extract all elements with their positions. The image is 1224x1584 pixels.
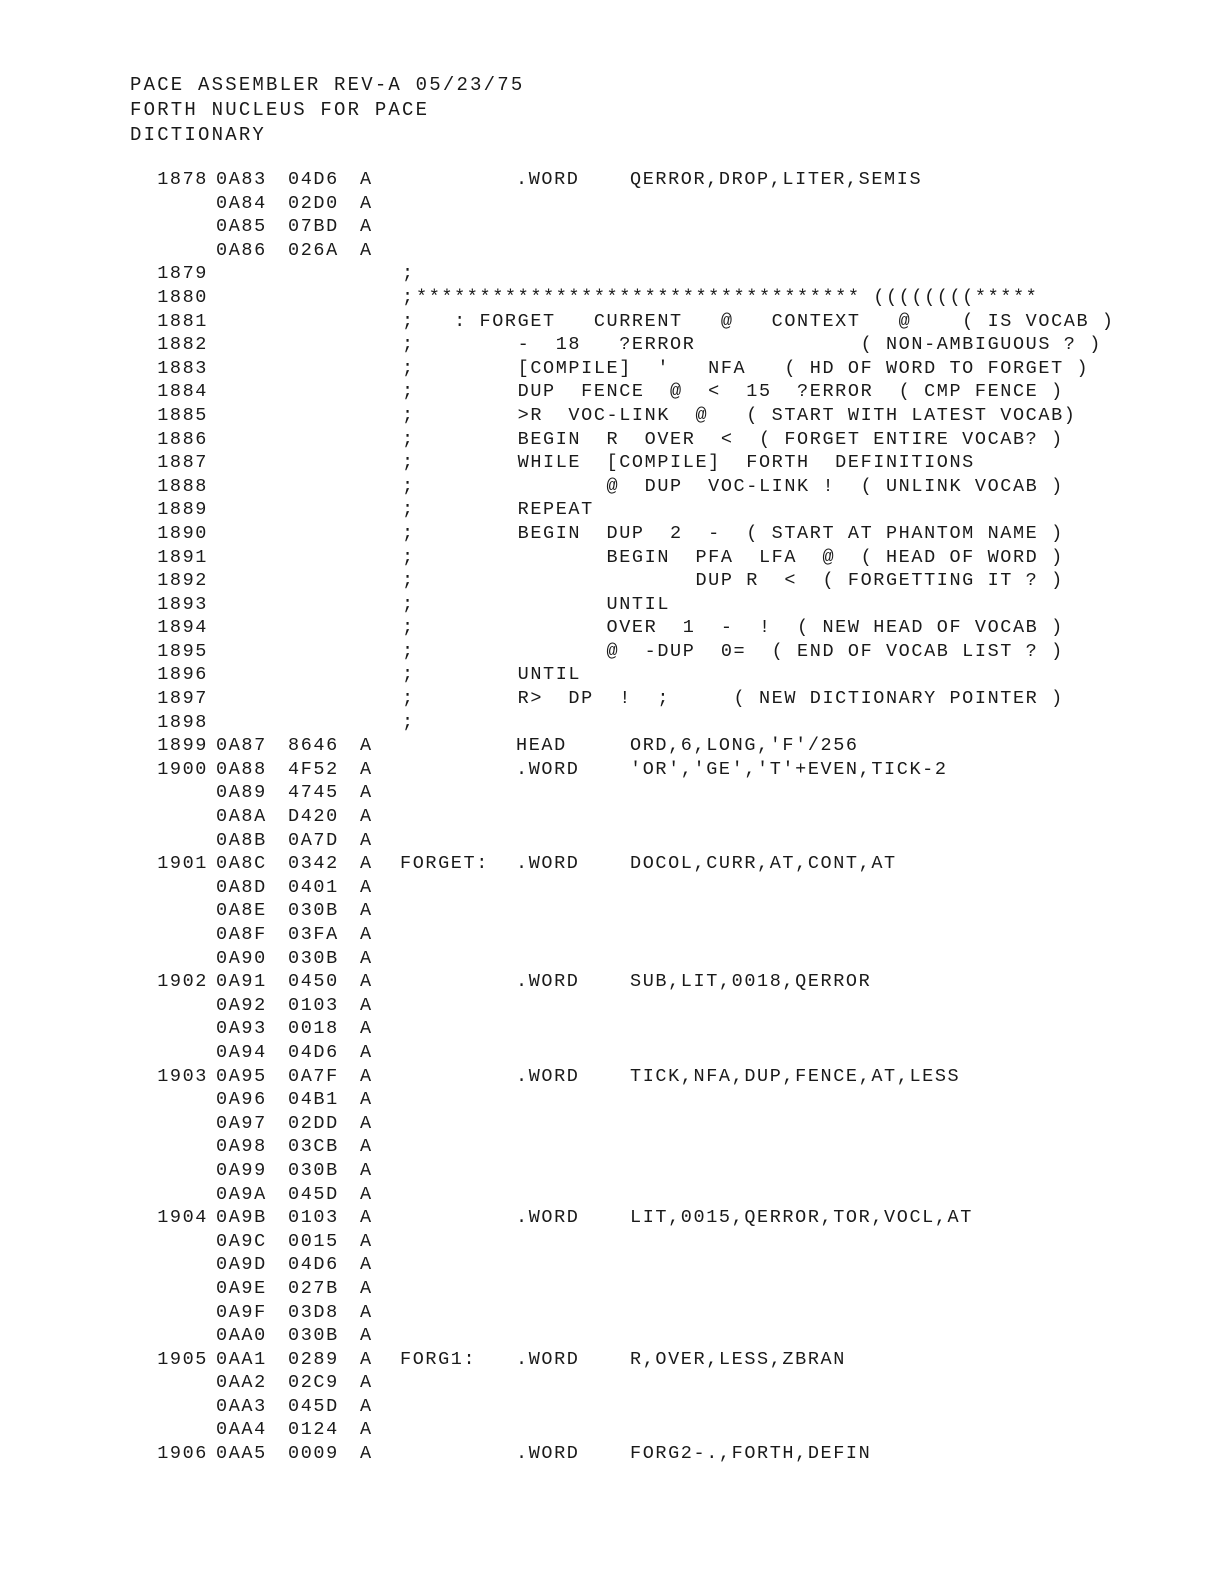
object-code: 0342 <box>288 853 339 875</box>
address: 0A87 <box>216 735 267 757</box>
line-number: 1887 <box>157 452 208 474</box>
object-code: 04D6 <box>288 169 339 190</box>
listing-row <box>0 805 1224 829</box>
relocation-flag: A <box>360 1230 373 1252</box>
listing-row <box>0 357 1224 381</box>
listing-row <box>0 168 1224 192</box>
comment-text: BEGIN DUP 2 - ( START AT PHANTOM NAME ) <box>416 522 1064 544</box>
object-code: 0124 <box>288 1419 339 1441</box>
listing-row <box>0 1159 1224 1183</box>
relocation-flag: A <box>360 1254 373 1276</box>
listing-row <box>0 428 1224 452</box>
address: 0A9E <box>216 1277 267 1299</box>
comment-marker: ; <box>402 428 415 450</box>
address: 0AA3 <box>216 1395 267 1417</box>
relocation-flag: A <box>360 1301 373 1323</box>
relocation-flag: A <box>360 1372 373 1394</box>
relocation-flag: A <box>360 1395 373 1417</box>
relocation-flag: A <box>360 876 373 898</box>
listing-row <box>0 640 1224 664</box>
object-code: 027B <box>288 1277 339 1299</box>
relocation-flag: A <box>360 924 373 945</box>
object-code: 030B <box>288 900 339 922</box>
listing-row <box>0 404 1224 428</box>
line-number: 1884 <box>157 381 208 403</box>
relocation-flag: A <box>360 900 373 922</box>
listing-row <box>0 1041 1224 1065</box>
comment-text: *********************************** ((((((((***** <box>416 286 1039 308</box>
line-number: 1886 <box>157 428 208 450</box>
line-number: 1894 <box>157 617 208 639</box>
address: 0A8E <box>216 900 267 922</box>
operands: ORD,6,LONG,'F'/256 <box>630 735 859 757</box>
opcode: .WORD <box>516 1207 580 1229</box>
address: 0A9C <box>216 1230 267 1252</box>
relocation-flag: A <box>360 971 373 993</box>
address: 0AA0 <box>216 1325 267 1347</box>
relocation-flag: A <box>360 1136 373 1158</box>
address: 0A8A <box>216 806 267 828</box>
line-number: 1903 <box>157 1065 208 1087</box>
listing-row <box>0 687 1224 711</box>
comment-marker: ; <box>402 286 415 308</box>
line-number: 1901 <box>157 853 208 875</box>
listing-row <box>0 1088 1224 1112</box>
operands: LIT,0015,QERROR,TOR,VOCL,AT <box>630 1207 973 1229</box>
object-code: 0A7D <box>288 829 339 851</box>
comment-text: UNTIL <box>416 664 582 686</box>
address: 0A97 <box>216 1112 267 1134</box>
listing-row <box>0 663 1224 687</box>
comment-marker: ; <box>402 452 415 474</box>
listing-row <box>0 994 1224 1018</box>
line-number: 1892 <box>157 570 208 592</box>
line-number: 1881 <box>157 310 208 332</box>
listing-row <box>0 286 1224 310</box>
object-code: 0015 <box>288 1230 339 1252</box>
comment-text: @ -DUP 0= ( END OF VOCAB LIST ? ) <box>416 640 1064 662</box>
address: 0A86 <box>216 239 267 261</box>
listing-row <box>0 1442 1224 1466</box>
assembler-title: PACE ASSEMBLER REV-A 05/23/75 <box>130 74 525 96</box>
relocation-flag: A <box>360 1419 373 1441</box>
relocation-flag: A <box>360 1277 373 1299</box>
object-code: 02C9 <box>288 1372 339 1394</box>
comment-marker: ; <box>402 499 415 521</box>
line-number: 1900 <box>157 758 208 780</box>
listing-row <box>0 1065 1224 1089</box>
relocation-flag: A <box>360 829 373 851</box>
assembly-listing <box>0 168 1224 1466</box>
label: FORGET: <box>400 853 489 875</box>
line-number: 1879 <box>157 263 208 285</box>
address: 0A93 <box>216 1018 267 1040</box>
object-code: 0009 <box>288 1443 339 1465</box>
comment-text: OVER 1 - ! ( NEW HEAD OF VOCAB ) <box>416 617 1064 639</box>
line-number: 1896 <box>157 664 208 686</box>
opcode: .WORD <box>516 853 580 875</box>
opcode: .WORD <box>516 1065 580 1087</box>
object-code: 030B <box>288 947 339 969</box>
address: 0A90 <box>216 947 267 969</box>
operands: QERROR,DROP,LITER,SEMIS <box>630 169 923 190</box>
address: 0A98 <box>216 1136 267 1158</box>
object-code: 0018 <box>288 1018 339 1040</box>
object-code: 045D <box>288 1183 339 1205</box>
address: 0A84 <box>216 192 267 214</box>
relocation-flag: A <box>360 239 373 261</box>
object-code: 02D0 <box>288 192 339 214</box>
comment-text: DUP FENCE @ < 15 ?ERROR ( CMP FENCE ) <box>416 381 1064 403</box>
opcode: .WORD <box>516 1443 580 1465</box>
comment-marker: ; <box>402 640 415 662</box>
object-code: 04D6 <box>288 1041 339 1063</box>
line-number: 1882 <box>157 334 208 356</box>
address: 0A83 <box>216 169 267 190</box>
operands: R,OVER,LESS,ZBRAN <box>630 1348 846 1370</box>
listing-row <box>0 899 1224 923</box>
operands: TICK,NFA,DUP,FENCE,AT,LESS <box>630 1065 961 1087</box>
line-number: 1905 <box>157 1348 208 1370</box>
address: 0A95 <box>216 1065 267 1087</box>
object-code: 030B <box>288 1325 339 1347</box>
listing-row <box>0 616 1224 640</box>
listing-row <box>0 593 1224 617</box>
opcode: .WORD <box>516 758 580 780</box>
listing-row <box>0 192 1224 216</box>
listing-row <box>0 1301 1224 1325</box>
listing-row <box>0 1324 1224 1348</box>
comment-text: @ DUP VOC-LINK ! ( UNLINK VOCAB ) <box>416 475 1064 497</box>
listing-row <box>0 1135 1224 1159</box>
relocation-flag: A <box>360 1207 373 1229</box>
comment-text: BEGIN PFA LFA @ ( HEAD OF WORD ) <box>416 546 1064 568</box>
listing-row <box>0 569 1224 593</box>
relocation-flag: A <box>360 1325 373 1347</box>
comment-marker: ; <box>402 570 415 592</box>
listing-row <box>0 498 1224 522</box>
object-code: 03CB <box>288 1136 339 1158</box>
listing-row <box>0 970 1224 994</box>
comment-text: - 18 ?ERROR ( NON-AMBIGUOUS ? ) <box>416 334 1102 356</box>
line-number: 1883 <box>157 357 208 379</box>
listing-row <box>0 1112 1224 1136</box>
listing-row <box>0 1017 1224 1041</box>
relocation-flag: A <box>360 1112 373 1134</box>
relocation-flag: A <box>360 947 373 969</box>
object-code: 0450 <box>288 971 339 993</box>
line-number: 1885 <box>157 404 208 426</box>
opcode: .WORD <box>516 169 580 190</box>
object-code: 0103 <box>288 1207 339 1229</box>
listing-row <box>0 1418 1224 1442</box>
relocation-flag: A <box>360 782 373 804</box>
comment-marker: ; <box>402 263 415 285</box>
line-number: 1893 <box>157 593 208 615</box>
section-title: DICTIONARY <box>130 124 267 146</box>
object-code: 02DD <box>288 1112 339 1134</box>
comment-text: >R VOC-LINK @ ( START WITH LATEST VOCAB) <box>416 404 1077 426</box>
comment-text: REPEAT <box>416 499 594 521</box>
object-code: 8646 <box>288 735 339 757</box>
comment-text: BEGIN R OVER < ( FORGET ENTIRE VOCAB? ) <box>416 428 1064 450</box>
address: 0A9D <box>216 1254 267 1276</box>
listing-row <box>0 947 1224 971</box>
relocation-flag: A <box>360 1041 373 1063</box>
comment-marker: ; <box>402 334 415 356</box>
listing-row <box>0 876 1224 900</box>
relocation-flag: A <box>360 1443 373 1465</box>
opcode: HEAD <box>516 735 567 757</box>
object-code: 045D <box>288 1395 339 1417</box>
comment-text: WHILE [COMPILE] FORTH DEFINITIONS <box>416 452 975 474</box>
comment-text: : FORGET CURRENT @ CONTEXT @ ( IS VOCAB ) <box>416 310 1115 332</box>
listing-row <box>0 215 1224 239</box>
line-number: 1895 <box>157 640 208 662</box>
object-code: 4F52 <box>288 758 339 780</box>
line-number: 1878 <box>157 169 208 190</box>
address: 0AA4 <box>216 1419 267 1441</box>
line-number: 1890 <box>157 522 208 544</box>
comment-marker: ; <box>402 546 415 568</box>
listing-row <box>0 1395 1224 1419</box>
address: 0A99 <box>216 1159 267 1181</box>
relocation-flag: A <box>360 853 373 875</box>
line-number: 1889 <box>157 499 208 521</box>
comment-marker: ; <box>402 310 415 332</box>
line-number: 1897 <box>157 688 208 710</box>
address: 0A9A <box>216 1183 267 1205</box>
relocation-flag: A <box>360 806 373 828</box>
listing-row <box>0 380 1224 404</box>
address: 0AA5 <box>216 1443 267 1465</box>
listing-row <box>0 829 1224 853</box>
object-code: 03FA <box>288 924 339 945</box>
relocation-flag: A <box>360 1348 373 1370</box>
operands: FORG2-.,FORTH,DEFIN <box>630 1443 872 1465</box>
line-number: 1880 <box>157 286 208 308</box>
address: 0A88 <box>216 758 267 780</box>
address: 0A8D <box>216 876 267 898</box>
relocation-flag: A <box>360 1089 373 1111</box>
object-code: 0289 <box>288 1348 339 1370</box>
address: 0A94 <box>216 1041 267 1063</box>
relocation-flag: A <box>360 1183 373 1205</box>
relocation-flag: A <box>360 169 373 190</box>
comment-marker: ; <box>402 593 415 615</box>
line-number: 1898 <box>157 711 208 733</box>
listing-row <box>0 1230 1224 1254</box>
address: 0A8B <box>216 829 267 851</box>
listing-row <box>0 1206 1224 1230</box>
address: 0A8C <box>216 853 267 875</box>
comment-text: UNTIL <box>416 593 671 615</box>
address: 0A96 <box>216 1089 267 1111</box>
relocation-flag: A <box>360 192 373 214</box>
relocation-flag: A <box>360 758 373 780</box>
address: 0AA2 <box>216 1372 267 1394</box>
object-code: 4745 <box>288 782 339 804</box>
comment-marker: ; <box>402 522 415 544</box>
listing-row <box>0 451 1224 475</box>
listing-row <box>0 711 1224 735</box>
object-code: 04D6 <box>288 1254 339 1276</box>
listing-row <box>0 1253 1224 1277</box>
listing-subtitle: FORTH NUCLEUS FOR PACE <box>130 99 430 121</box>
address: 0A9F <box>216 1301 267 1323</box>
listing-row <box>0 923 1224 947</box>
listing-row <box>0 852 1224 876</box>
listing-row <box>0 1183 1224 1207</box>
listing-row <box>0 239 1224 263</box>
listing-row <box>0 310 1224 334</box>
object-code: 030B <box>288 1159 339 1181</box>
listing-row <box>0 1277 1224 1301</box>
relocation-flag: A <box>360 994 373 1016</box>
comment-marker: ; <box>402 475 415 497</box>
operands: 'OR','GE','T'+EVEN,TICK-2 <box>630 758 948 780</box>
line-number: 1902 <box>157 971 208 993</box>
operands: SUB,LIT,0018,QERROR <box>630 971 872 993</box>
listing-row <box>0 333 1224 357</box>
comment-marker: ; <box>402 357 415 379</box>
comment-text: DUP R < ( FORGETTING IT ? ) <box>416 570 1064 592</box>
listing-row <box>0 734 1224 758</box>
object-code: 03D8 <box>288 1301 339 1323</box>
object-code: 0103 <box>288 994 339 1016</box>
object-code: 07BD <box>288 216 339 238</box>
object-code: 0A7F <box>288 1065 339 1087</box>
listing-row <box>0 1348 1224 1372</box>
listing-row <box>0 522 1224 546</box>
object-code: 0401 <box>288 876 339 898</box>
relocation-flag: A <box>360 216 373 238</box>
listing-row <box>0 1371 1224 1395</box>
opcode: .WORD <box>516 1348 580 1370</box>
comment-text: R> DP ! ; ( NEW DICTIONARY POINTER ) <box>416 688 1064 710</box>
opcode: .WORD <box>516 971 580 993</box>
comment-marker: ; <box>402 688 415 710</box>
address: 0A89 <box>216 782 267 804</box>
listing-row <box>0 781 1224 805</box>
object-code: 026A <box>288 239 339 261</box>
address: 0A85 <box>216 216 267 238</box>
relocation-flag: A <box>360 1018 373 1040</box>
address: 0AA1 <box>216 1348 267 1370</box>
listing-row <box>0 546 1224 570</box>
object-code: 04B1 <box>288 1089 339 1111</box>
label: FORG1: <box>400 1348 477 1370</box>
operands: DOCOL,CURR,AT,CONT,AT <box>630 853 897 875</box>
relocation-flag: A <box>360 1159 373 1181</box>
comment-marker: ; <box>402 381 415 403</box>
line-number: 1906 <box>157 1443 208 1465</box>
comment-marker: ; <box>402 617 415 639</box>
listing-row <box>0 758 1224 782</box>
relocation-flag: A <box>360 1065 373 1087</box>
address: 0A8F <box>216 924 267 945</box>
line-number: 1904 <box>157 1207 208 1229</box>
comment-marker: ; <box>402 664 415 686</box>
line-number: 1899 <box>157 735 208 757</box>
object-code: D420 <box>288 806 339 828</box>
address: 0A91 <box>216 971 267 993</box>
relocation-flag: A <box>360 735 373 757</box>
address: 0A9B <box>216 1207 267 1229</box>
line-number: 1891 <box>157 546 208 568</box>
line-number: 1888 <box>157 475 208 497</box>
listing-row <box>0 262 1224 286</box>
comment-marker: ; <box>402 711 415 733</box>
address: 0A92 <box>216 994 267 1016</box>
listing-row <box>0 475 1224 499</box>
comment-text: [COMPILE] ' NFA ( HD OF WORD TO FORGET ) <box>416 357 1090 379</box>
comment-marker: ; <box>402 404 415 426</box>
